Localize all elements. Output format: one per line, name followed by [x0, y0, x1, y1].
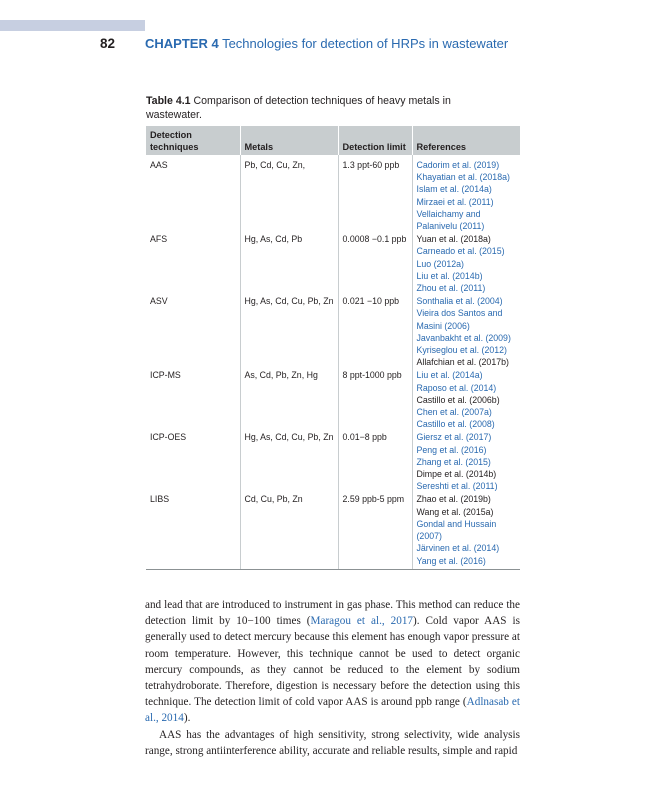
metals-cell: Pb, Cd, Cu, Zn,: [240, 155, 338, 232]
citation-link[interactable]: Maragou et al., 2017: [310, 615, 414, 628]
limit-cell: 1.3 ppt-60 ppb: [338, 155, 412, 232]
text-run: ). Cold vapor AAS is generally used to detect mercury because this element has enough vapor pressure at room temperature. However, this technique cannot be used to detect organic mercury compounds, as they cannot be reduced to the element by sodium tetrahydroborate. Therefore, digestion is necessary before the detection using this technique. The detection limit of cold vapor AAS is around ppb range (: [145, 615, 520, 709]
limit-cell: 0.01−8 ppb: [338, 430, 412, 492]
reference-link[interactable]: Carneado et al. (2015): [416, 246, 505, 257]
chapter-title: Technologies for detection of HRPs in wastewater: [222, 36, 509, 51]
metals-cell: Hg, As, Cd, Pb: [240, 232, 338, 294]
references-cell: [412, 368, 520, 430]
technique-cell: ICP-OES: [150, 432, 187, 443]
table-row: [146, 294, 520, 368]
reference-link[interactable]: Cadorim et al. (2019): [416, 160, 500, 170]
metals-cell: As, Cd, Pb, Zn, Hg: [240, 368, 338, 430]
reference-link: Wang et al. (2015a): [416, 506, 494, 517]
reference-link[interactable]: Liu et al. (2014b): [416, 270, 483, 281]
reference-link[interactable]: Sonthalia et al. (2004): [416, 296, 503, 307]
reference-link[interactable]: Vieira dos Santos and Masini (2006): [416, 308, 503, 331]
technique-cell: LIBS: [146, 492, 240, 569]
running-header: [145, 36, 508, 51]
reference-link: Allafchian et al. (2017b): [416, 357, 509, 368]
reference-link[interactable]: Zhang et al. (2015): [416, 456, 491, 467]
table-row: [146, 155, 520, 232]
detection-techniques-table: [146, 126, 520, 570]
reference-link[interactable]: Khayatian et al. (2018a): [416, 172, 510, 183]
text-run: ).: [183, 712, 191, 725]
references-cell: [412, 294, 520, 368]
reference-link: Dimpe et al. (2014b): [416, 469, 497, 480]
table-row: [146, 368, 520, 430]
page-number: 82: [100, 36, 116, 51]
reference-link[interactable]: Gondal and Hussain (2007): [416, 518, 497, 542]
reference-link[interactable]: Kyriseglou et al. (2012): [416, 345, 507, 356]
table-row: [146, 430, 520, 492]
table-row: [146, 232, 520, 294]
header-accent-bar: [0, 20, 145, 31]
limit-cell: 2.59 ppb-5 ppm: [338, 492, 412, 569]
metals-cell: Hg, As, Cd, Cu, Pb, Zn: [240, 294, 338, 368]
reference-link[interactable]: Järvinen et al. (2014): [416, 543, 500, 554]
column-header: Detection limit: [338, 126, 412, 155]
column-header: Detection techniques: [146, 126, 240, 155]
reference-link[interactable]: Castillo et al. (2008): [416, 419, 495, 430]
reference-link[interactable]: Liu et al. (2014a): [416, 370, 483, 381]
limit-cell: 8 ppt-1000 ppb: [338, 368, 412, 430]
chapter-label: CHAPTER 4: [145, 36, 219, 51]
table-row: [146, 492, 520, 569]
table-label: Table 4.1: [146, 95, 191, 107]
reference-link[interactable]: Sereshti et al. (2011): [416, 481, 498, 492]
references-cell: [412, 492, 520, 569]
paragraph: [145, 597, 520, 727]
reference-link[interactable]: Chen et al. (2007a): [416, 407, 492, 418]
reference-link[interactable]: Giersz et al. (2017): [416, 432, 492, 443]
technique-cell: ASV: [150, 296, 168, 307]
citation-link[interactable]: Adlnasab et al., 2014: [145, 696, 520, 725]
reference-link[interactable]: Zhou et al. (2011): [416, 283, 486, 294]
reference-link: Castillo et al. (2006b): [416, 394, 500, 405]
technique-cell: AAS: [150, 160, 168, 170]
references-cell: [412, 232, 520, 294]
limit-cell: 0.0008 −0.1 ppb: [338, 232, 412, 294]
technique-cell: ICP-MS: [150, 370, 181, 381]
reference-link: Yuan et al. (2018a): [416, 234, 491, 245]
reference-link[interactable]: Vellaichamy and Palanivelu (2011): [416, 208, 485, 232]
reference-link[interactable]: Islam et al. (2014a): [416, 184, 492, 195]
reference-link[interactable]: Javanbakht et al. (2009): [416, 332, 511, 343]
reference-link[interactable]: Raposo et al. (2014): [416, 382, 497, 393]
column-header: Metals: [240, 126, 338, 155]
column-header: References: [412, 126, 520, 155]
table-body: [146, 155, 520, 569]
reference-link[interactable]: Peng et al. (2016): [416, 444, 487, 455]
table-header-row: [146, 126, 520, 155]
references-cell: [412, 430, 520, 492]
references-cell: [412, 155, 520, 232]
reference-link[interactable]: Luo (2012a): [416, 258, 464, 269]
table-caption-text: Comparison of detection techniques of heavy metals in wastewater.: [146, 95, 451, 121]
table-caption: [146, 94, 506, 122]
metals-cell: Hg, As, Cd, Cu, Pb, Zn: [240, 430, 338, 492]
paragraph: AAS has the advantages of high sensitivity, strong selectivity, wide analysis range, strong antiinterference ability, accurate and reliable results, simple and rapid: [145, 728, 520, 757]
reference-link: Zhao et al. (2019b): [416, 494, 491, 505]
reference-link[interactable]: Yang et al. (2016): [416, 555, 486, 566]
limit-cell: 0.021 −10 ppb: [338, 294, 412, 368]
metals-cell: Cd, Cu, Pb, Zn: [240, 492, 338, 569]
technique-cell: AFS: [150, 234, 168, 245]
body-text: [145, 597, 520, 759]
text-run: and lead that are introduced to instrument in gas phase. This method can reduce the detection limit by 10−100 times (: [145, 599, 520, 628]
reference-link[interactable]: Mirzaei et al. (2011): [416, 196, 494, 207]
